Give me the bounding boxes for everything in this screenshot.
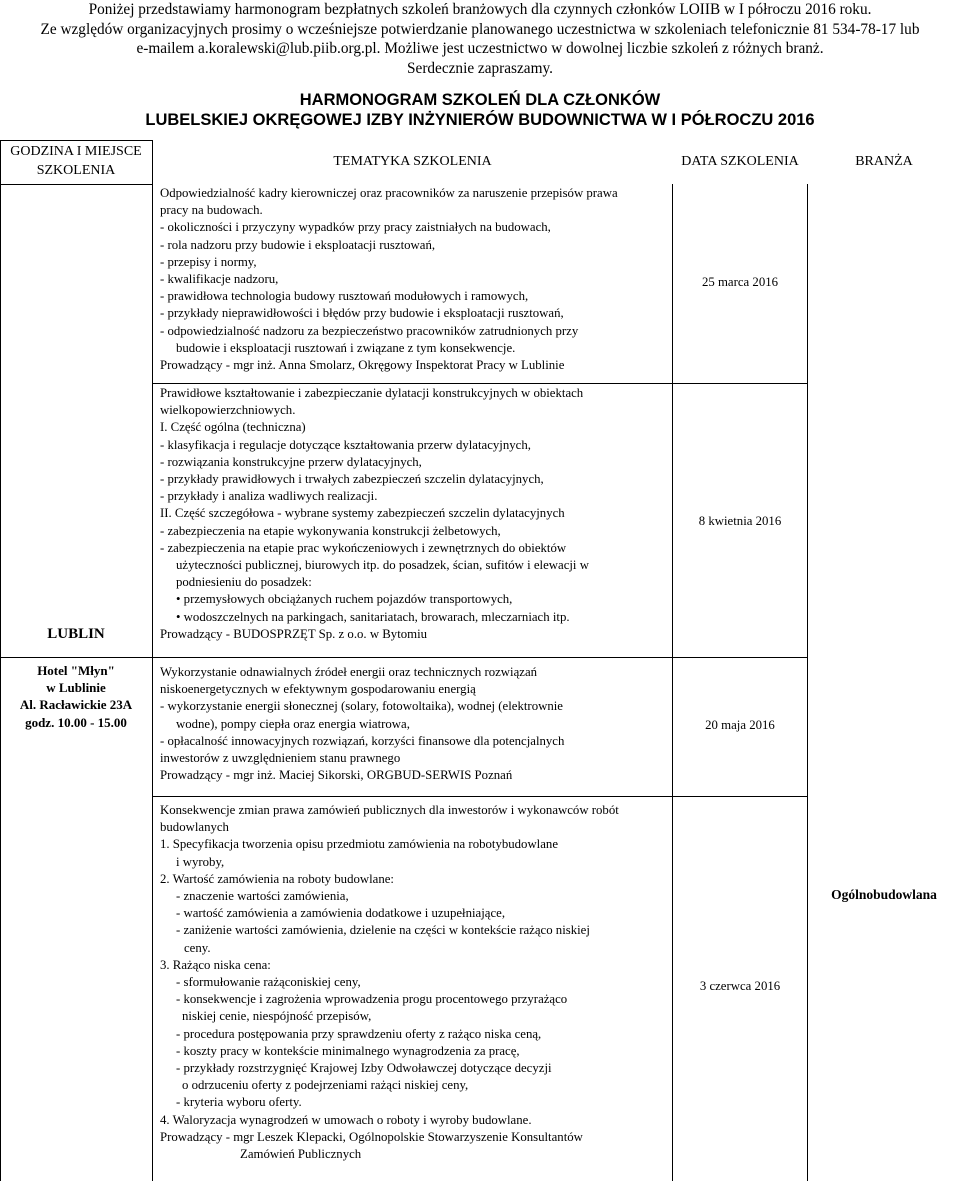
topic-line: Odpowiedzialność kadry kierowniczej oraz pracowników za naruszenie przepisów prawa: [160, 186, 618, 200]
topic-line: - przykłady nieprawidłowości i błędów przy budowie i eksploatacji rusztowań,: [160, 306, 564, 321]
topic-line: Prowadzący - mgr Leszek Klepacki, Ogólnopolskie Stowarzyszenie Konsultantów: [160, 1129, 583, 1144]
topic-line: - zabezpieczenia na etapie prac wykończeniowych i zewnętrznych do obiektów: [160, 540, 567, 555]
header-topic: TEMATYKA SZKOLENIA: [333, 154, 492, 169]
topic-line: - rola nadzoru przy budowie i eksploatacji rusztowań,: [160, 237, 436, 252]
heading-line: HARMONOGRAM SZKOLEŃ DLA CZŁONKÓW: [299, 91, 661, 109]
topic-line: wielkopowierzchniowych.: [160, 403, 296, 418]
training-date-4: 3 czerwca 2016: [699, 979, 781, 993]
topic-line: - przykłady prawidłowych i trwałych zabezpieczeń szczelin dylatacyjnych,: [160, 472, 544, 487]
topic-line: 2. Wartość zamówienia na roboty budowlane:: [160, 871, 394, 886]
topic-line: Prowadzący - mgr inż. Anna Smolarz, Okręgowy Inspektorat Pracy w Lublinie: [160, 358, 565, 373]
topic-line: - rozwiązania konstrukcyjne przerw dylatacyjnych,: [160, 454, 422, 469]
topic-line: ceny.: [184, 940, 211, 955]
topic-line: inwestorów z uwzględnieniem stanu prawnego: [160, 751, 401, 766]
topic-line: wodne), pompy ciepła oraz energia wiatrowa,: [176, 716, 410, 731]
table-border-left: [0, 140, 1, 1181]
topic-line: - sformułowanie rażąconiskiej ceny,: [176, 975, 361, 990]
topic-line: - wykorzystanie energii słonecznej (solary, fotowoltaika), wodnej (elektrownie: [160, 699, 563, 714]
row-divider: [153, 383, 672, 384]
topic-line: - okoliczności i przyczyny wypadków przy pracy zaistniałych na budowach,: [160, 220, 551, 235]
location-city-note: w Lublinie: [46, 680, 106, 696]
topic-line: - koszty pracy w kontekście minimalnego wynagrodzenia za pracę,: [176, 1043, 520, 1058]
topic-line: - zaniżenie wartości zamówienia, dzielenie na części w kontekście rażąco niskiej: [176, 923, 590, 938]
location-details: [0, 662, 152, 731]
topic-line: o odrzuceniu oferty z podejrzeniami rażąci niskiej ceny,: [182, 1078, 469, 1093]
topic-line: Prowadzący - mgr inż. Maciej Sikorski, ORGBUD-SERWIS Poznań: [160, 768, 513, 783]
header-place: [0, 143, 152, 180]
topic-line: budowlanych: [160, 820, 229, 835]
topic-line: • przemysłowych obciążanych ruchem pojazdów transportowych,: [176, 592, 513, 607]
topic-line: I. Część ogólna (techniczna): [160, 420, 306, 435]
intro-line: e-mailem a.koralewski@lub.piib.org.pl. Możliwe jest uczestnictwo w dowolnej liczbie szkoleń z różnych branż.: [136, 40, 824, 57]
row-divider: [673, 657, 807, 658]
topic-line: Konsekwencje zmian prawa zamówień publicznych dla inwestorów i wykonawców robót: [160, 803, 619, 817]
column-divider: [672, 184, 673, 1181]
topic-line: - zabezpieczenia na etapie wykonywania konstrukcji żelbetowych,: [160, 523, 501, 538]
topic-line: 4. Waloryzacja wynagrodzeń w umowach o roboty i wyroby budowlane.: [160, 1112, 532, 1127]
training-topic-1: [160, 185, 670, 374]
topic-line: i wyroby,: [176, 854, 225, 869]
intro-line: Ze względów organizacyjnych prosimy o wcześniejsze potwierdzanie planowanego uczestnictwa w szkoleniach telefonicznie 81 534-78-17 lub: [40, 20, 920, 38]
topic-line: - prawidłowa technologia budowy rusztowań modułowych i ramowych,: [160, 289, 529, 304]
topic-line: Zamówień Publicznych: [240, 1147, 362, 1162]
topic-line: - znaczenie wartości zamówienia,: [176, 889, 349, 904]
topic-line: - przepisy i normy,: [160, 254, 257, 269]
topic-line: - odpowiedzialność nadzoru za bezpieczeństwo pracowników zatrudnionych przy: [160, 323, 579, 338]
header-date: DATA SZKOLENIA: [681, 154, 799, 169]
topic-line: Wykorzystanie odnawialnych źródeł energii oraz technicznych rozwiązań: [160, 665, 538, 679]
topic-line: - kwalifikacje nadzoru,: [160, 272, 279, 287]
training-topic-3: [160, 664, 670, 784]
training-date-3: 20 maja 2016: [705, 718, 775, 732]
intro-text: [0, 0, 960, 78]
row-divider: [673, 383, 807, 384]
table-border-top: [0, 140, 152, 141]
location-venue: Hotel "Młyn": [37, 663, 115, 678]
topic-line: II. Część szczegółowa - wybrane systemy zabezpieczeń szczelin dylatacyjnych: [160, 506, 565, 521]
intro-line: Poniżej przedstawiamy harmonogram bezpłatnych szkoleń branżowych dla czynnych członków LOIIB w I półroczu 2016 roku.: [88, 1, 872, 18]
topic-line: • wodoszczelnych na parkingach, sanitariatach, browarach, mleczarniach itp.: [176, 609, 570, 624]
heading-line: LUBELSKIEJ OKRĘGOWEJ IZBY INŻYNIERÓW BUDOWNICTWA W I PÓŁROCZU 2016: [145, 111, 815, 129]
topic-line: - przykłady i analiza wadliwych realizacji.: [160, 489, 378, 504]
topic-line: - opłacalność innowacyjnych rozwiązań, korzyści finansowe dla potencjalnych: [160, 733, 565, 748]
topic-line: - konsekwencje i zagrożenia wprowadzenia progu procentowego przyrażąco: [176, 992, 568, 1007]
topic-line: Prawidłowe kształtowanie i zabezpieczanie dylatacji konstrukcyjnych w obiektach: [160, 386, 584, 400]
column-divider: [807, 184, 808, 1181]
header-divider: [0, 184, 152, 185]
topic-line: - klasyfikacja i regulacje dotyczące kształtowania przerw dylatacyjnych,: [160, 437, 531, 452]
header-branch: BRANŻA: [855, 154, 913, 169]
topic-line: - wartość zamówienia a zamówienia dodatkowe i uzupełniające,: [176, 906, 506, 921]
topic-line: niskiej cenie, niespójność przepisów,: [182, 1009, 372, 1024]
header-place-line: SZKOLENIA: [36, 162, 116, 178]
header-place-line: GODZINA I MIEJSCE: [10, 144, 142, 159]
topic-line: niskoenergetycznych w efektywnym gospodarowaniu energią: [160, 682, 476, 697]
training-date-2: 8 kwietnia 2016: [698, 514, 782, 528]
location-hours: godz. 10.00 - 15.00: [25, 714, 127, 730]
topic-line: użyteczności publicznej, biurowych itp. do posadzek, ścian, sufitów i elewacji w: [176, 558, 589, 573]
intro-line: Serdecznie zapraszamy.: [407, 59, 553, 77]
training-topic-4: [160, 802, 670, 1163]
topic-line: - procedura postępowania przy sprawdzeniu oferty z rażąco niska ceną,: [176, 1026, 542, 1041]
topic-line: podniesieniu do posadzek:: [176, 575, 312, 590]
schedule-heading: [0, 90, 960, 130]
topic-line: Prowadzący - BUDOSPRZĘT Sp. z o.o. w Bytomiu: [160, 626, 428, 641]
topic-line: pracy na budowach.: [160, 203, 263, 218]
training-topic-2: [160, 385, 670, 643]
row-divider: [153, 657, 672, 658]
row-divider: [0, 657, 152, 658]
topic-line: 1. Specyfikacja tworzenia opisu przedmiotu zamówienia na robotybudowlane: [160, 837, 558, 852]
row-divider: [673, 796, 807, 797]
column-divider: [152, 140, 153, 1181]
location-address: Al. Racławickie 23A: [19, 697, 133, 713]
location-city: LUBLIN: [47, 626, 105, 642]
topic-line: 3. Rażąco niska cena:: [160, 957, 271, 972]
row-divider: [153, 796, 672, 797]
topic-line: - kryteria wyboru oferty.: [176, 1095, 302, 1110]
training-date-1: 25 marca 2016: [701, 275, 779, 289]
topic-line: budowie i eksploatacji rusztowań i związane z tym konsekwencje.: [176, 340, 516, 355]
branch-value: Ogólnobudowlana: [831, 887, 937, 902]
topic-line: - przykłady rozstrzygnięć Krajowej Izby Odwoławczej dotyczące decyzji: [176, 1061, 552, 1076]
